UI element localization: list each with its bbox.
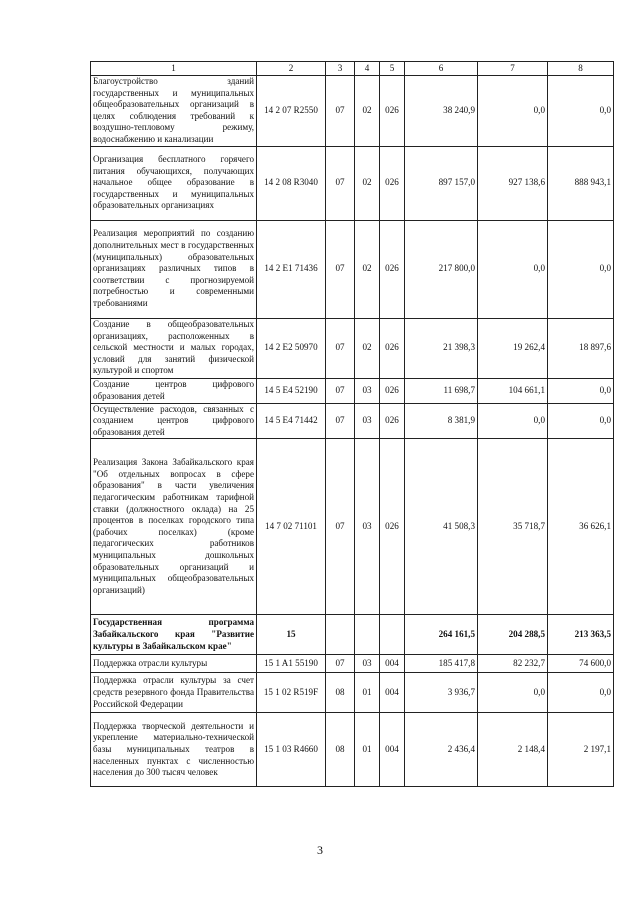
row-amount-year2: 0,0 [478, 220, 548, 318]
row-amount-year3: 0,0 [548, 403, 614, 439]
row-subsection: 01 [355, 713, 380, 787]
row-section: 07 [326, 76, 355, 147]
row-amount-year1: 264 161,5 [405, 615, 478, 655]
row-subsection [355, 615, 380, 655]
table-row [91, 403, 614, 439]
table-row [91, 220, 614, 318]
row-code: 14 2 08 R3040 [257, 146, 326, 220]
row-amount-year3: 0,0 [548, 220, 614, 318]
table-row [91, 378, 614, 403]
row-code: 15 [257, 615, 326, 655]
row-ministry-code: 026 [380, 76, 405, 147]
row-amount-year3: 0,0 [548, 378, 614, 403]
table-row [91, 655, 614, 673]
row-amount-year1: 185 417,8 [405, 655, 478, 673]
row-section: 08 [326, 673, 355, 713]
row-amount-year3: 2 197,1 [548, 713, 614, 787]
row-code: 15 1 02 R519F [257, 673, 326, 713]
budget-table [90, 61, 614, 787]
row-ministry-code [380, 615, 405, 655]
row-amount-year2: 82 232,7 [478, 655, 548, 673]
row-amount-year3: 888 943,1 [548, 146, 614, 220]
row-section [326, 615, 355, 655]
row-code: 15 1 A1 55190 [257, 655, 326, 673]
row-subsection: 03 [355, 439, 380, 615]
header-cell: 3 [326, 62, 355, 76]
row-amount-year1: 38 240,9 [405, 76, 478, 147]
row-amount-year2: 35 718,7 [478, 439, 548, 615]
row-amount-year3: 74 600,0 [548, 655, 614, 673]
header-cell: 6 [405, 62, 478, 76]
row-amount-year1: 8 381,9 [405, 403, 478, 439]
row-subsection: 03 [355, 655, 380, 673]
row-section: 07 [326, 655, 355, 673]
row-subsection: 03 [355, 378, 380, 403]
table-row [91, 439, 614, 615]
row-amount-year2: 0,0 [478, 403, 548, 439]
row-name: Создание центров цифрового образования детей [91, 378, 257, 403]
row-ministry-code: 026 [380, 403, 405, 439]
table-body [91, 62, 614, 787]
row-name: Реализация мероприятий по созданию дополнительных мест в государственных (муниципальных) образовательных организациях различных типов в соответствии с прогнозируемой потребностью и современными требованиями [91, 220, 257, 318]
row-subsection: 02 [355, 76, 380, 147]
row-section: 07 [326, 378, 355, 403]
row-section: 07 [326, 439, 355, 615]
row-subsection: 02 [355, 146, 380, 220]
row-amount-year2: 204 288,5 [478, 615, 548, 655]
row-code: 14 2 07 R2550 [257, 76, 326, 147]
row-amount-year2: 19 262,4 [478, 318, 548, 378]
row-ministry-code: 026 [380, 220, 405, 318]
row-amount-year1: 41 508,3 [405, 439, 478, 615]
row-name: Государственная программа Забайкальского края "Развитие культуры в Забайкальском крае" [91, 615, 257, 655]
header-cell: 8 [548, 62, 614, 76]
row-code: 14 5 E4 52190 [257, 378, 326, 403]
row-amount-year3: 18 897,6 [548, 318, 614, 378]
header-row [91, 62, 614, 76]
header-cell: 2 [257, 62, 326, 76]
header-cell: 7 [478, 62, 548, 76]
row-name: Поддержка творческой деятельности и укрепление материально-технической базы муниципальных театров в населенных пунктах с численностью населения до 300 тысяч человек [91, 713, 257, 787]
row-amount-year1: 3 936,7 [405, 673, 478, 713]
row-ministry-code: 026 [380, 146, 405, 220]
row-ministry-code: 026 [380, 378, 405, 403]
row-amount-year1: 11 698,7 [405, 378, 478, 403]
header-cell: 5 [380, 62, 405, 76]
row-ministry-code: 004 [380, 655, 405, 673]
table-row [91, 318, 614, 378]
page-number: 3 [317, 843, 323, 857]
table-row [91, 615, 614, 655]
row-amount-year2: 104 661,1 [478, 378, 548, 403]
row-code: 14 2 E1 71436 [257, 220, 326, 318]
row-amount-year3: 36 626,1 [548, 439, 614, 615]
row-subsection: 03 [355, 403, 380, 439]
row-amount-year1: 217 800,0 [405, 220, 478, 318]
header-cell: 1 [91, 62, 257, 76]
row-code: 14 5 E4 71442 [257, 403, 326, 439]
row-amount-year3: 213 363,5 [548, 615, 614, 655]
row-section: 07 [326, 403, 355, 439]
row-section: 08 [326, 713, 355, 787]
row-section: 07 [326, 318, 355, 378]
row-name: Благоустройство зданий государственных и муниципальных общеобразовательных организаций в целях соблюдения требований к воздушно-тепловому режиму, водоснабжению и канализации [91, 76, 257, 147]
row-amount-year2: 927 138,6 [478, 146, 548, 220]
row-amount-year1: 897 157,0 [405, 146, 478, 220]
row-amount-year1: 21 398,3 [405, 318, 478, 378]
row-code: 14 7 02 71101 [257, 439, 326, 615]
table-row [91, 146, 614, 220]
row-section: 07 [326, 220, 355, 318]
row-subsection: 01 [355, 673, 380, 713]
row-name: Поддержка отрасли культуры за счет средств резервного фонда Правительства Российской Федерации [91, 673, 257, 713]
row-ministry-code: 004 [380, 673, 405, 713]
row-ministry-code: 004 [380, 713, 405, 787]
row-ministry-code: 026 [380, 318, 405, 378]
row-amount-year2: 0,0 [478, 76, 548, 147]
row-subsection: 02 [355, 220, 380, 318]
header-cell: 4 [355, 62, 380, 76]
table-row [91, 673, 614, 713]
row-subsection: 02 [355, 318, 380, 378]
row-section: 07 [326, 146, 355, 220]
row-code: 15 1 03 R4660 [257, 713, 326, 787]
row-amount-year3: 0,0 [548, 673, 614, 713]
table-row [91, 713, 614, 787]
row-name: Реализация Закона Забайкальского края "Об отдельных вопросах в сфере образования" в части увеличения педагогическим работникам тарифной ставки (должностного оклада) на 25 процентов в поселках городского типа (рабочих поселках) (кроме педагогических работников муниципальных дошкольных образовательных организаций и муниципальных общеобразовательных организаций) [91, 439, 257, 615]
row-name: Осуществление расходов, связанных с созданием центров цифрового образования детей [91, 403, 257, 439]
row-name: Поддержка отрасли культуры [91, 655, 257, 673]
row-name: Создание в общеобразовательных организациях, расположенных в сельской местности и малых городах, условий для занятий физической культурой и спортом [91, 318, 257, 378]
table-row [91, 76, 614, 147]
row-amount-year2: 0,0 [478, 673, 548, 713]
row-name: Организация бесплатного горячего питания обучающихся, получающих начальное общее образование в государственных и муниципальных образовательных организациях [91, 146, 257, 220]
row-ministry-code: 026 [380, 439, 405, 615]
row-amount-year3: 0,0 [548, 76, 614, 147]
row-code: 14 2 E2 50970 [257, 318, 326, 378]
row-amount-year1: 2 436,4 [405, 713, 478, 787]
row-amount-year2: 2 148,4 [478, 713, 548, 787]
